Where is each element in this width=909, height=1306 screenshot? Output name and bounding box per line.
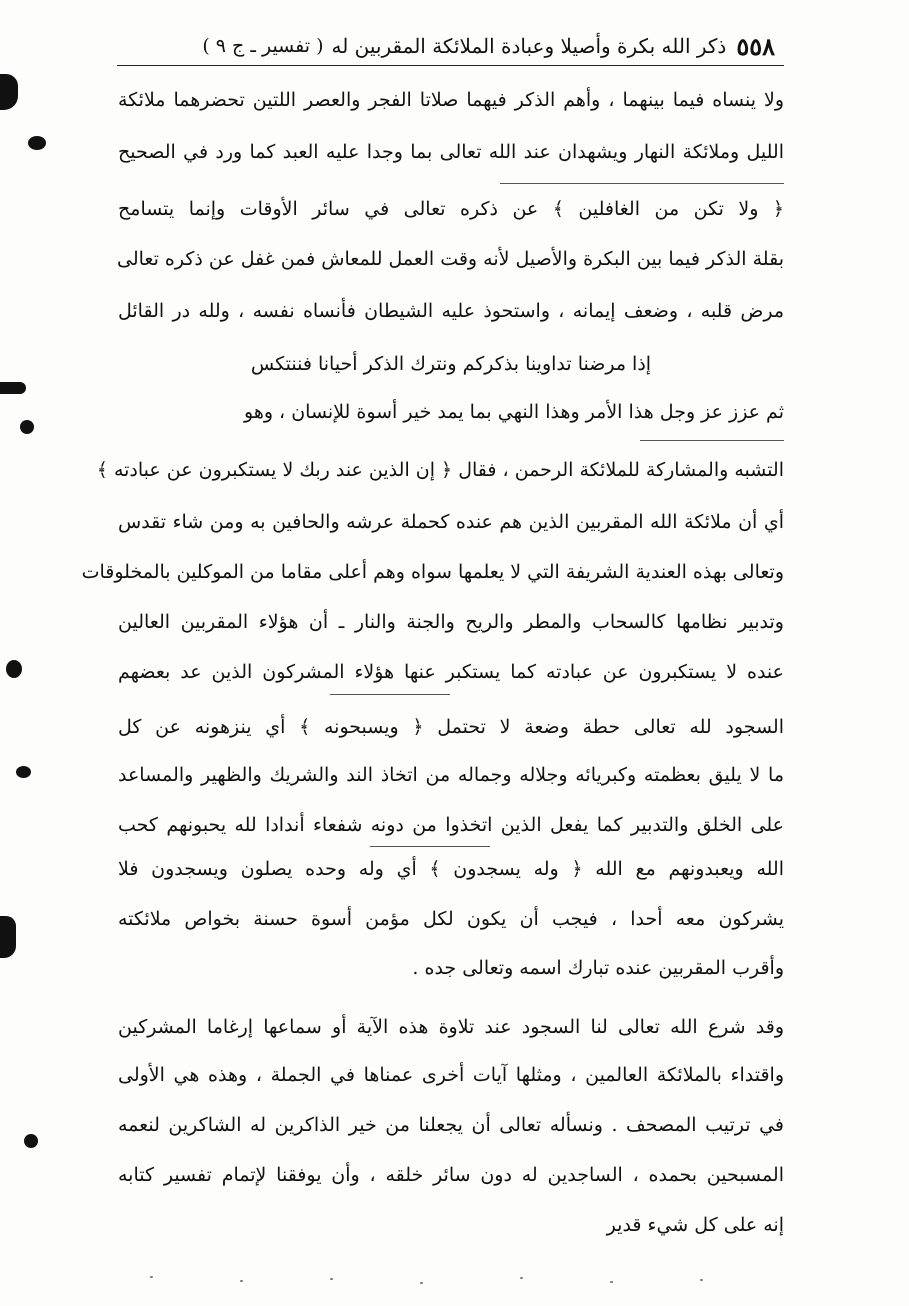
line-separator bbox=[370, 846, 490, 847]
body-line: بقلة الذكر فيما بين البكرة والأصيل لأنه وقت العمل للمعاش فمن غفل عن ذكره تعالى bbox=[117, 248, 784, 270]
scan-noise bbox=[150, 1276, 153, 1278]
body-line: السجود لله تعالى حطة وضعة لا تحتمل ﴿ ويسبحونه ﴾ أي ينزهونه عن كل bbox=[118, 716, 784, 738]
body-line: وقد شرع الله تعالى لنا السجود عند تلاوة هذه الآية أو سماعها إرغاما المشركين bbox=[118, 1016, 784, 1038]
body-line: ثم عزز عز وجل هذا الأمر وهذا النهي بما يمد خير أسوة للإنسان ، وهو bbox=[244, 401, 784, 423]
page-number: ٥٥٨ bbox=[736, 31, 775, 61]
body-line: وتعالى بهذه العندية الشريفة التي لا يعلمها سواه وهم أعلى مقاما من الموكلين بالمخلوقات bbox=[81, 561, 784, 583]
body-line: على الخلق والتدبير كما يفعل الذين اتخذوا من دونه شفعاء أندادا لله يحبونهم كحب bbox=[118, 814, 784, 836]
line-separator bbox=[500, 183, 784, 184]
body-line: إنه على كل شيء قدير bbox=[606, 1214, 784, 1236]
body-line: في ترتيب المصحف . ونسأله تعالى أن يجعلنا من خير الذاكرين له الشاكرين لنعمه bbox=[118, 1114, 784, 1136]
scan-edge-mark bbox=[0, 916, 16, 958]
scan-noise bbox=[610, 1281, 613, 1283]
ink-speck bbox=[6, 660, 22, 678]
line-separator bbox=[330, 694, 450, 695]
running-title: ذكر الله بكرة وأصيلا وعبادة الملائكة المقربين له bbox=[331, 34, 727, 58]
ink-speck bbox=[20, 420, 34, 434]
body-line: مرض قلبه ، وضعف إيمانه ، واستحوذ عليه الشيطان فأنساه نفسه ، ولله در القائل bbox=[118, 300, 784, 322]
body-line: المسبحين بحمده ، الساجدين له دون سائر خلقه ، وأن يوفقنا لإتمام تفسير كتابه bbox=[118, 1164, 784, 1186]
scan-edge-mark bbox=[0, 382, 26, 394]
scan-noise bbox=[330, 1278, 333, 1280]
scan-noise bbox=[420, 1282, 423, 1284]
body-line: التشبه والمشاركة للملائكة الرحمن ، فقال ﴿ إن الذين عند ربك لا يستكبرون عن عبادته ﴾ bbox=[96, 459, 784, 481]
body-line: أي أن ملائكة الله المقربين الذين هم عنده كحملة عرشه والحافين به ومن شاء تقدس bbox=[118, 511, 784, 533]
body-line: ما لا يليق بعظمته وكبريائه وجلاله وجماله من اتخاذ الند والشريك والظهير والمساعد bbox=[118, 764, 784, 786]
body-line: ولا ينساه فيما بينهما ، وأهم الذكر فيهما صلاتا الفجر والعصر اللتين تحضرهما ملائكة bbox=[118, 89, 784, 111]
scan-noise bbox=[700, 1279, 703, 1281]
page-header bbox=[110, 26, 775, 66]
ink-speck bbox=[16, 766, 31, 778]
scan-noise bbox=[240, 1280, 243, 1282]
header-rule bbox=[117, 65, 784, 66]
body-line: وتدبير نظامها كالسحاب والمطر والريح والجنة والنار ـ أن هؤلاء المقربين العالين bbox=[118, 611, 784, 633]
body-line: الله ويعبدونهم مع الله ﴿ وله يسجدون ﴾ أي وله وحده يصلون ويسجدون فلا bbox=[118, 858, 784, 880]
ink-speck bbox=[28, 136, 46, 150]
poem-verse: إذا مرضنا تداوينا بذكركم ونترك الذكر أحيانا فننتكس bbox=[250, 353, 652, 375]
body-line: يشركون معه أحدا ، فيجب أن يكون لكل مؤمن أسوة حسنة بخواص ملائكته bbox=[118, 908, 784, 930]
scan-noise bbox=[520, 1277, 523, 1279]
volume-reference: ( تفسير ـ ج ٩ ) bbox=[202, 35, 324, 57]
ink-speck bbox=[24, 1134, 38, 1148]
body-line: عنده لا يستكبرون عن عبادته كما يستكبر عنها هؤلاء المشركون الذين عد بعضهم bbox=[118, 661, 784, 683]
line-separator bbox=[640, 440, 784, 441]
body-line: واقتداء بالملائكة العالمين ، ومثلها آيات أخرى عمناها في الجملة ، وهذه هي الأولى bbox=[118, 1064, 784, 1086]
body-line: الليل وملائكة النهار ويشهدان عند الله تعالى بما وجدا عليه العبد كما ورد في الصحيح bbox=[118, 141, 784, 163]
body-line: وأقرب المقربين عنده تبارك اسمه وتعالى جده . bbox=[412, 957, 784, 979]
scan-edge-mark bbox=[0, 74, 18, 110]
body-line: ﴿ ولا تكن من الغافلين ﴾ عن ذكره تعالى في سائر الأوقات وإنما يتسامح bbox=[118, 198, 785, 220]
